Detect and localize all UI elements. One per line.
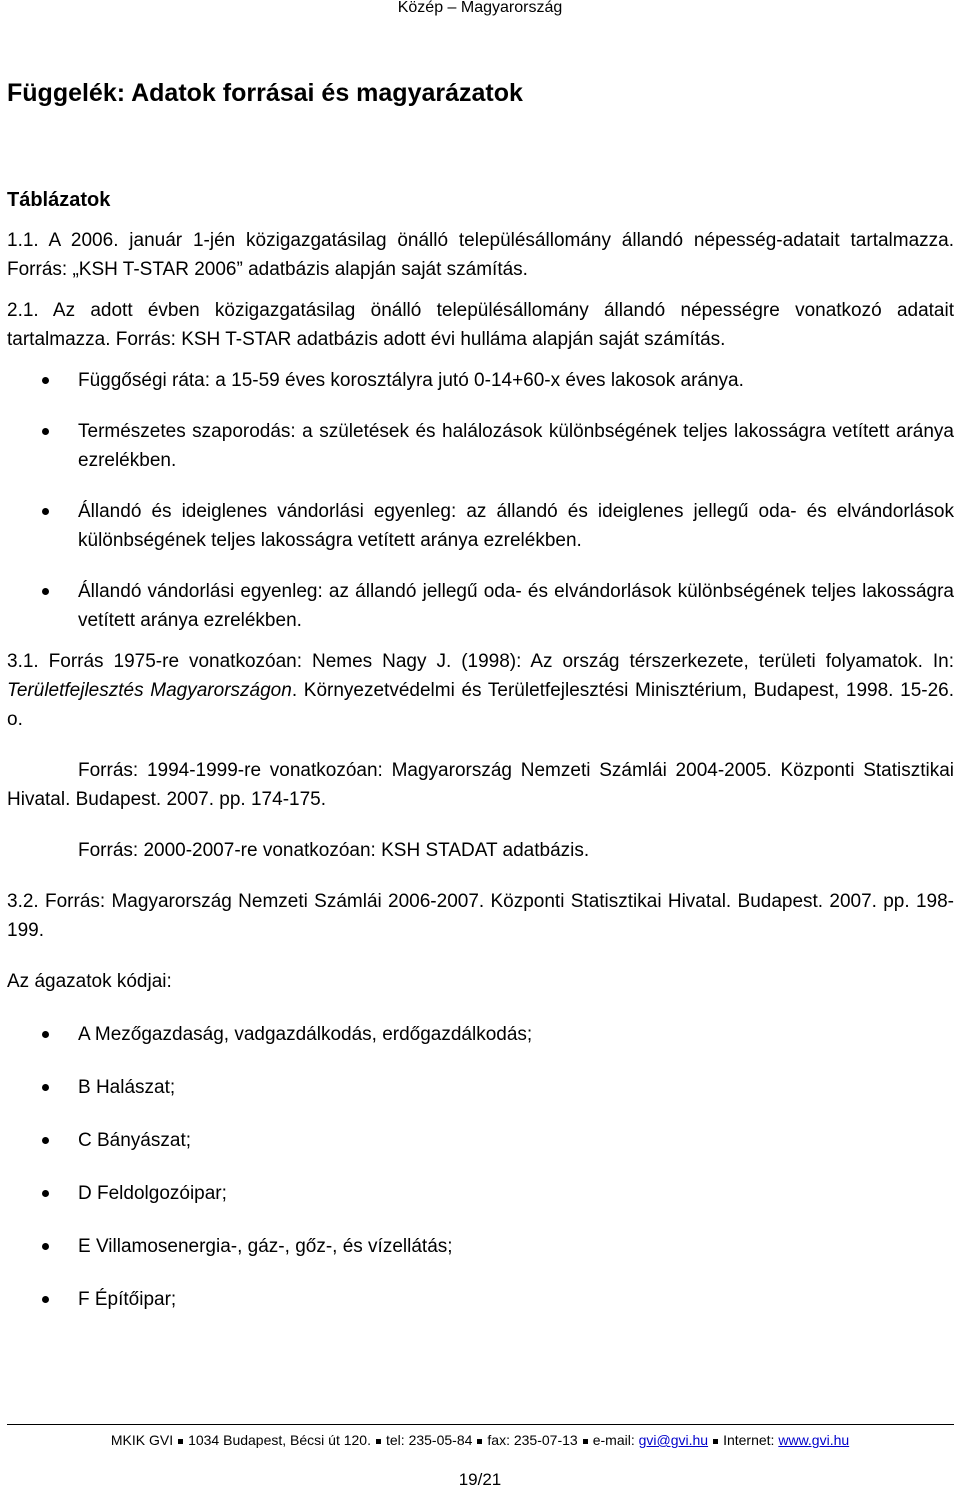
definition-item: Függőségi ráta: a 15-59 éves korosztályra jutó 0-14+60-x éves lakosok aránya. (7, 366, 954, 395)
footer-address: 1034 Budapest, Bécsi út 120. (188, 1432, 371, 1448)
footer-email-link[interactable]: gvi@gvi.hu (638, 1432, 709, 1448)
footer (0, 1431, 960, 1449)
footer-internet-label: Internet: (723, 1432, 775, 1448)
definition-item: Állandó vándorlási egyenleg: az állandó jellegű oda- és elvándorlások különbségének teljes lakosságra vetített aránya ezrelékben. (7, 577, 954, 635)
book-title: Területfejlesztés Magyarországon (7, 680, 292, 701)
separator-icon (713, 1439, 718, 1444)
sector-code-item: A Mezőgazdaság, vadgazdálkodás, erdőgazdálkodás; (7, 1020, 954, 1049)
definition-item: Állandó és ideiglenes vándorlási egyenleg: az állandó és ideiglenes jellegű oda- és elvándorlások különbségének teljes lakosságra vetített aránya ezrelékben. (7, 497, 954, 555)
page-number: 19/21 (458, 1470, 502, 1489)
bullet-icon (42, 588, 49, 595)
running-header: Közép – Magyarország (397, 0, 563, 16)
bullet-icon (42, 1031, 49, 1038)
footer-fax: fax: 235-07-13 (487, 1432, 578, 1448)
sector-code-item: B Halászat; (7, 1073, 954, 1102)
note-3-1-source-c: Forrás: 2000-2007-re vonatkozóan: KSH STADAT adatbázis. (78, 840, 590, 861)
footer-website-link[interactable]: www.gvi.hu (778, 1432, 850, 1448)
bullet-icon (42, 1190, 49, 1197)
bullet-icon (42, 1296, 49, 1303)
note-1-1: 1.1. A 2006. január 1-jén közigazgatásilag önálló településállomány állandó népesség-adatait tartalmazza. Forrás: „KSH T-STAR 2006” adatbázis alapján saját számítás. (7, 230, 954, 280)
sector-code-item: C Bányászat; (7, 1126, 954, 1155)
codes-title: Az ágazatok kódjai: (7, 971, 172, 992)
sector-code-item: F Építőipar; (7, 1285, 954, 1314)
separator-icon (477, 1439, 482, 1444)
footer-email-label: e-mail: (592, 1432, 635, 1448)
bullet-icon (42, 508, 49, 515)
footer-org: MKIK GVI (110, 1432, 174, 1448)
bullet-icon (42, 428, 49, 435)
page-content (7, 76, 954, 1314)
bullet-icon (42, 1084, 49, 1091)
note-2-1: 2.1. Az adott évben közigazgatásilag önálló településállomány állandó népességre vonatkozó adatait tartalmazza. Forrás: KSH T-STAR adatbázis adott évi hulláma alapján saját számítás. (7, 300, 954, 350)
separator-icon (376, 1439, 381, 1444)
separator-icon (178, 1439, 183, 1444)
note-3-1-source-b: Forrás: 1994-1999-re vonatkozóan: Magyarország Nemzeti Számlái 2004-2005. Központi Statisztikai Hivatal. Budapest. 2007. pp. 174-175. (7, 760, 954, 810)
definition-list (7, 366, 954, 635)
note-3-1: 3.1. Forrás 1975-re vonatkozóan: Nemes Nagy J. (1998): Az ország térszerkezete, területi folyamatok. In: Területfejlesztés Magyarországon. Környezetvédelmi és Területfejlesztési Minisztérium, Budapest, 1998. 15-26. o. (7, 651, 955, 730)
sector-code-list (7, 1020, 954, 1314)
bullet-icon (42, 1137, 49, 1144)
section-title-tables: Táblázatok (7, 189, 111, 211)
bullet-icon (42, 377, 49, 384)
separator-icon (583, 1439, 588, 1444)
page-title: Függelék: Adatok forrásai és magyarázatok (7, 79, 523, 107)
note-3-2: 3.2. Forrás: Magyarország Nemzeti Számlái 2006-2007. Központi Statisztikai Hivatal. Budapest. 2007. pp. 198-199. (7, 891, 954, 941)
bullet-icon (42, 1243, 49, 1250)
definition-item: Természetes szaporodás: a születések és halálozások különbségének teljes lakosságra vetített aránya ezrelékben. (7, 417, 954, 475)
sector-code-item: D Feldolgozóipar; (7, 1179, 954, 1208)
footer-tel: tel: 235-05-84 (386, 1432, 473, 1448)
sector-code-item: E Villamosenergia-, gáz-, gőz-, és vízellátás; (7, 1232, 954, 1261)
footer-divider (7, 1424, 954, 1425)
